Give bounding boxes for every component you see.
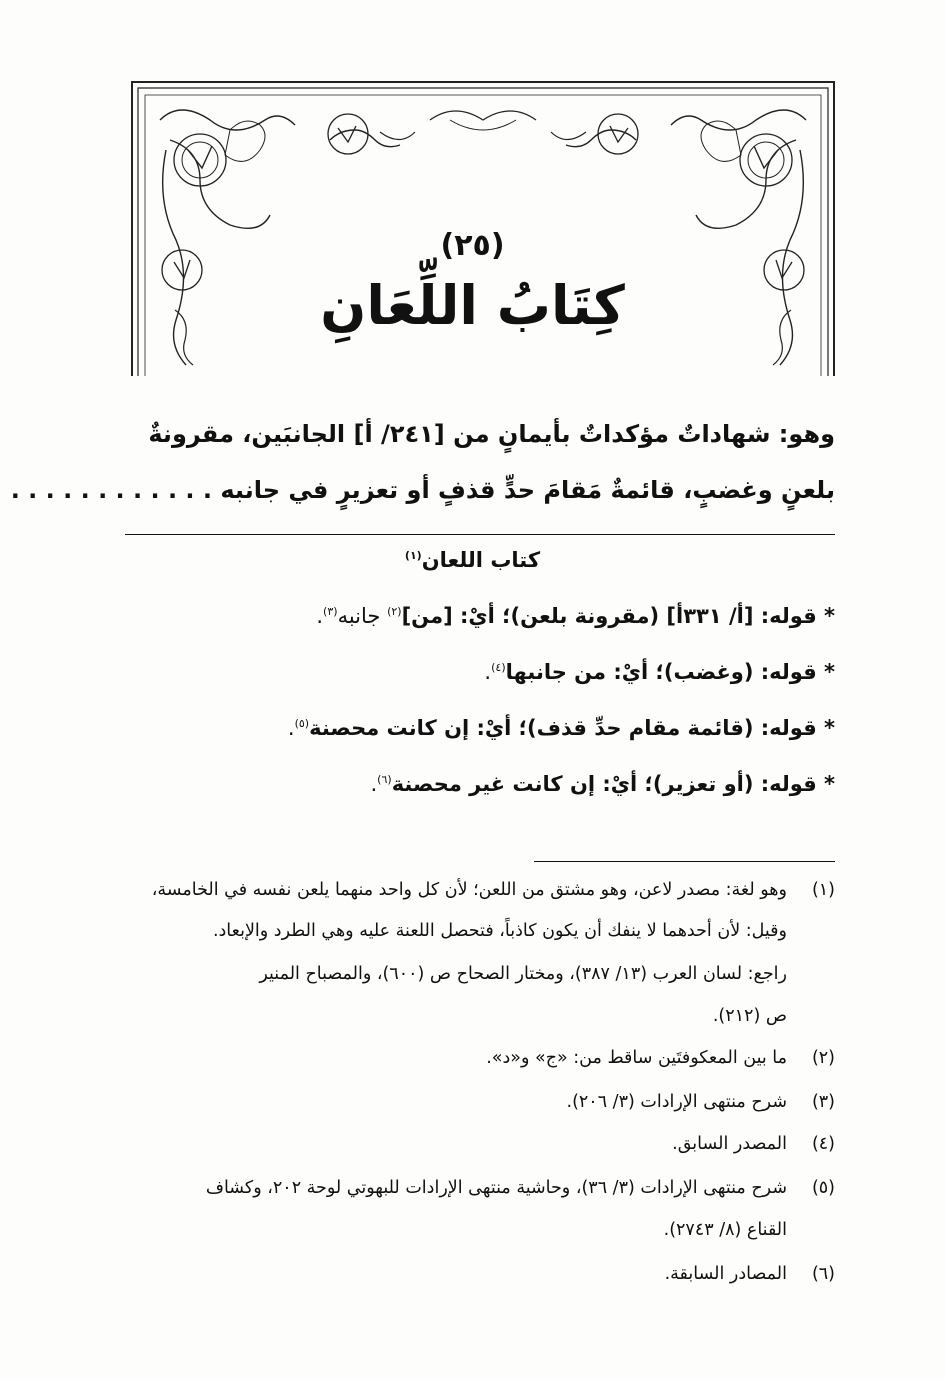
sharh-text: [أ/ ٣٣١أ] (مقرونة بلعن)؛ أيْ: [من] bbox=[401, 604, 761, 628]
sharh-text: (قائمة مقام حدِّ قذف)؛ أيْ: إن كانت محصنة bbox=[309, 716, 761, 740]
sharh-item bbox=[370, 772, 835, 796]
footnote-6 bbox=[125, 1264, 835, 1284]
footnote-ref: (٦) bbox=[377, 773, 392, 786]
footnote-4 bbox=[125, 1134, 835, 1154]
footnote-ref: (٥) bbox=[294, 717, 310, 730]
footnote-3 bbox=[125, 1092, 835, 1112]
footnote-number: (٦) bbox=[811, 1264, 835, 1284]
sharh-text: (وغضب)؛ أيْ: من جانبها bbox=[505, 660, 761, 684]
sharh-item bbox=[288, 716, 835, 740]
footnote-2 bbox=[125, 1048, 835, 1068]
footnote-5 bbox=[125, 1178, 835, 1198]
sharh-end: . bbox=[287, 716, 295, 740]
footnote-1 bbox=[125, 880, 835, 900]
sharh-text: جانبه bbox=[337, 604, 388, 628]
footnote-number: (٤) bbox=[811, 1134, 835, 1154]
sharh-text: (أو تعزير)؛ أيْ: إن كانت غير محصنة bbox=[391, 772, 761, 796]
footnote-text: المصادر السابقة. bbox=[664, 1264, 787, 1284]
footnote-text: ما بين المعكوفتَين ساقط من: «ج» و«د». bbox=[486, 1048, 787, 1068]
footnote-ref: (٢) bbox=[387, 605, 402, 618]
footnote-ref: (٤) bbox=[491, 661, 506, 674]
footnote-1-cont: وقيل: لأن أحدهما لا ينفك أن يكون كاذباً، فتحصل اللعنة عليه وهي الطرد والإبعاد. bbox=[212, 921, 787, 941]
sharh-lead: * قوله: bbox=[760, 772, 835, 796]
footnote-ref: (٣) bbox=[323, 605, 338, 618]
footnote-5-cont: القناع (٨/ ٢٧٤٣). bbox=[663, 1220, 787, 1240]
sharh-lead: * قوله: bbox=[760, 660, 835, 684]
footnote-ref: (١) bbox=[404, 549, 422, 562]
sharh-item bbox=[316, 604, 835, 628]
sharh-title-text: كتاب اللعان bbox=[421, 548, 541, 572]
footnote-number: (٣) bbox=[811, 1092, 835, 1112]
footnote-1-cont: ص (٢١٢). bbox=[712, 1006, 787, 1026]
footnote-number: (٢) bbox=[811, 1048, 835, 1068]
sharh-lead: * قوله: bbox=[760, 604, 835, 628]
footnote-text: وهو لغة: مصدر لاعن، وهو مشتق من اللعن؛ لأن كل واحد منهما يلعن نفسه في الخامسة، bbox=[151, 880, 787, 900]
footnote-text: شرح منتهى الإرادات (٣/ ٣٦)، وحاشية منتهى الإرادات للبهوتي لوحة ٢٠٢، وكشاف bbox=[205, 1178, 787, 1198]
sharh-end: . bbox=[370, 772, 378, 796]
sharh-end: . bbox=[316, 604, 324, 628]
chapter-title: كِتَابُ اللِّعَانِ bbox=[320, 274, 625, 337]
footnote-number: (٥) bbox=[811, 1178, 835, 1198]
footnote-number: (١) bbox=[811, 880, 835, 900]
footnote-text: المصدر السابق. bbox=[672, 1134, 787, 1154]
footnote-1-cont: راجع: لسان العرب (١٣/ ٣٨٧)، ومختار الصحاح ص (٦٠٠)، والمصباح المنير bbox=[259, 964, 787, 984]
sharh-end: . bbox=[484, 660, 492, 684]
matn-separator bbox=[125, 534, 835, 535]
matn-line: بلعنٍ وغضبٍ، قائمةٌ مَقامَ حدٍّ قذفٍ أو تعزيرٍ في جانبه . . . . . . . . . . . . bbox=[10, 476, 835, 504]
sharh-title bbox=[0, 548, 945, 572]
sharh-item bbox=[484, 660, 835, 684]
matn-line: وهو: شهاداتٌ مؤكداتٌ بأيمانٍ من [٢٤١/ أ] الجانبَين، مقرونةٌ bbox=[148, 420, 835, 448]
footnote-separator bbox=[534, 861, 835, 862]
chapter-number: (٢٥) bbox=[440, 228, 505, 263]
footnote-text: شرح منتهى الإرادات (٣/ ٢٠٦). bbox=[566, 1092, 787, 1112]
sharh-lead: * قوله: bbox=[760, 716, 835, 740]
